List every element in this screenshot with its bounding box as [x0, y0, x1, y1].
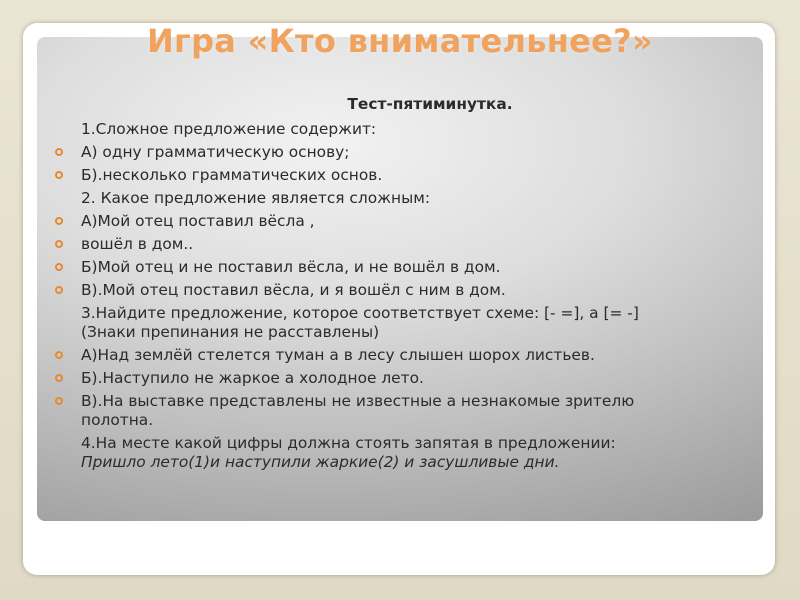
bullet-icon [55, 171, 63, 179]
option-3b: Б).Наступило не жаркое а холодное лето. [55, 369, 745, 388]
question-2: 2. Какое предложение является сложным: [81, 189, 431, 207]
option-2b: Б)Мой отец и не поставил вёсла, и не вошёл в дом. [55, 258, 745, 277]
option-1b: Б).несколько грамматических основ. [55, 166, 745, 185]
question-3-note: (Знаки препинания не расставлены) [81, 323, 380, 341]
question-4-text: 4.На месте какой цифры должна стоять запятая в предложении: [81, 434, 616, 452]
test-heading: Тест-пятиминутка. [347, 95, 513, 113]
slide-title: Игра «Кто внимательнее?» [146, 22, 654, 60]
option-2a: А)Мой отец поставил вёсла , [55, 212, 745, 231]
bullet-icon [55, 374, 63, 382]
option-2v: В).Мой отец поставил вёсла, и я вошёл с ним в дом. [55, 281, 745, 300]
bullet-icon [55, 286, 63, 294]
option-1a: А) одну грамматическую основу; [55, 143, 745, 162]
option-2a-cont: вошёл в дом.. [55, 235, 745, 254]
slide-content [55, 95, 745, 476]
bullet-icon [55, 263, 63, 271]
question-4 [55, 434, 745, 472]
question-1: 1.Сложное предложение содержит: [81, 120, 377, 138]
option-3a: А)Над землёй стелется туман а в лесу слышен шорох листьев. [55, 346, 745, 365]
question-3 [55, 304, 745, 342]
question-3-text: 3.Найдите предложение, которое соответствует схеме: [- =], а [= -] [81, 304, 639, 322]
bullet-icon [55, 148, 63, 156]
question-4-sentence: Пришло лето(1)и наступили жаркие(2) и засушливые дни. [81, 453, 560, 471]
option-3v: В).На выставке представлены не известные а незнакомые зрителю полотна. [55, 392, 745, 430]
bullet-icon [55, 351, 63, 359]
bullet-icon [55, 240, 63, 248]
bullet-icon [55, 397, 63, 405]
bullet-icon [55, 217, 63, 225]
